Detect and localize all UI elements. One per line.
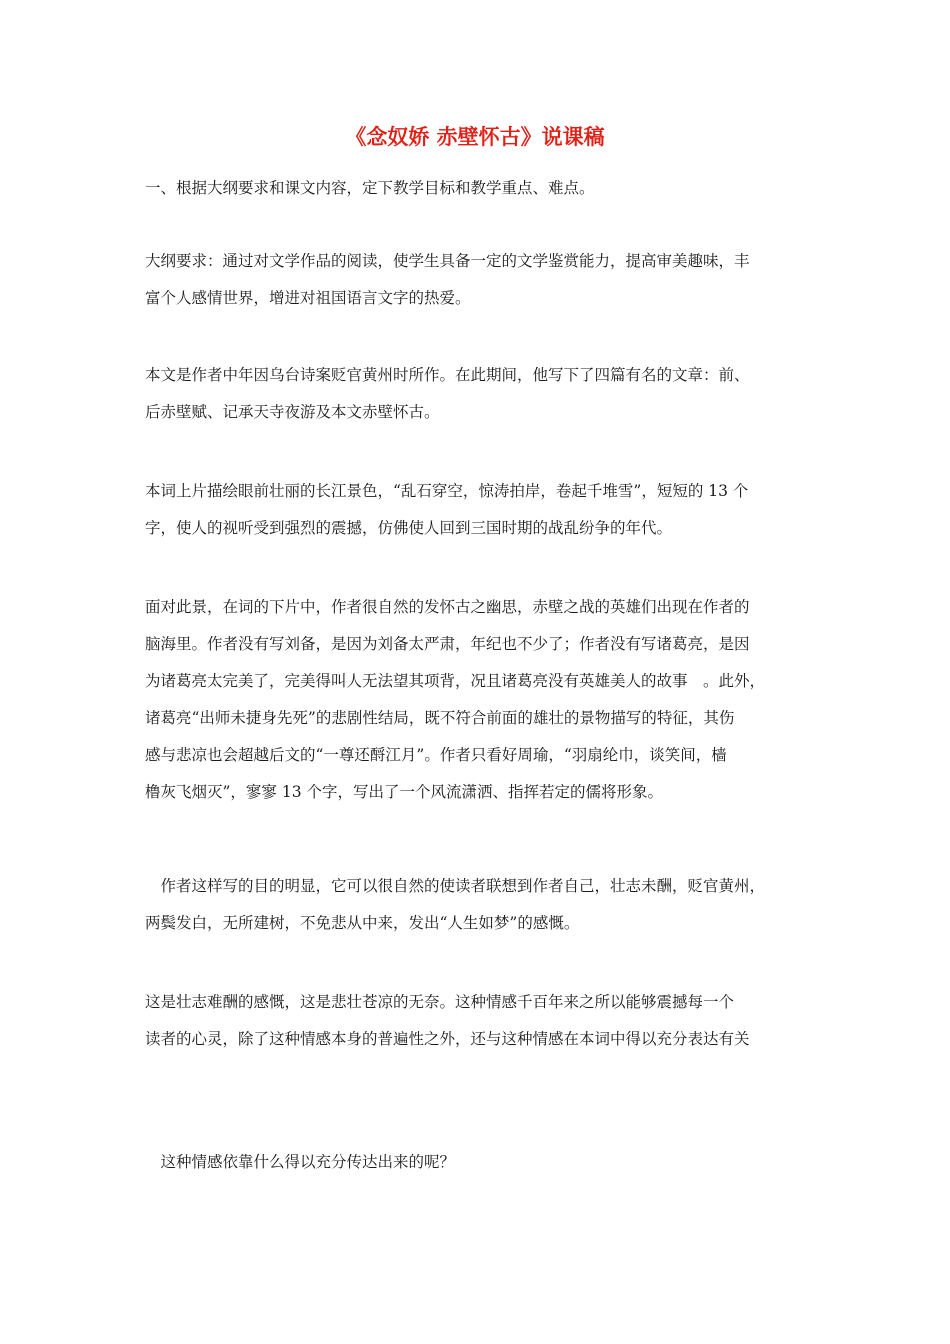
text-line: 本文是作者中年因乌台诗案贬官黄州时所作。在此期间，他写下了四篇有名的文章：前、 bbox=[145, 366, 750, 384]
scenery-paragraph bbox=[145, 473, 815, 547]
text-line: 脑海里。作者没有写刘备，是因为刘备太严肃，年纪也不少了；作者没有写诸葛亮，是因 bbox=[145, 635, 750, 653]
text-line: 橹灰飞烟灭”，寥寥 13 个字，写出了一个风流潇洒、指挥若定的儒将形象。 bbox=[145, 783, 664, 801]
text-line: 大纲要求：通过对文学作品的阅读，使学生具备一定的文学鉴赏能力，提高审美趣味，丰 bbox=[145, 252, 750, 270]
purpose-paragraph bbox=[145, 868, 815, 942]
section-heading bbox=[145, 170, 815, 207]
text-line: 两鬓发白，无所建树，不免悲从中来，发出“人生如梦”的感慨。 bbox=[145, 914, 580, 932]
facing-paragraph bbox=[145, 589, 815, 811]
text-line: 读者的心灵，除了这种情感本身的普遍性之外，还与这种情感在本词中得以充分表达有关 bbox=[145, 1030, 750, 1048]
text-line: 作者这样写的目的明显，它可以很自然的使读者联想到作者自己，壮志未酬，贬官黄州， bbox=[145, 877, 766, 895]
text-line: 这是壮志难酬的感慨，这是悲壮苍凉的无奈。这种情感千百年来之所以能够震撼每一个 bbox=[145, 993, 735, 1011]
background-paragraph bbox=[145, 357, 815, 431]
question-paragraph bbox=[145, 1144, 815, 1181]
text-line: 字，使人的视听受到强烈的震撼，仿佛使人回到三国时期的战乱纷争的年代。 bbox=[145, 519, 673, 537]
document-title: 《念奴娇 赤壁怀古》说课稿 bbox=[345, 124, 605, 149]
text-line: 富个人感情世界，增进对祖国语言文字的热爱。 bbox=[145, 289, 471, 307]
text-line: 这种情感依靠什么得以充分传达出来的呢？ bbox=[145, 1153, 456, 1171]
text-line: 感与悲凉也会超越后文的“一尊还酹江月”。作者只看好周瑜，“羽扇纶巾，谈笑间，樯 bbox=[145, 746, 727, 764]
text-line: 一、根据大纲要求和课文内容，定下教学目标和教学重点、难点。 bbox=[145, 179, 595, 197]
text-line: 诸葛亮“出师未捷身先死”的悲剧性结局，既不符合前面的雄壮的景物描写的特征，其伤 bbox=[145, 709, 735, 727]
text-line: 面对此景，在词的下片中，作者很自然的发怀古之幽思，赤壁之战的英雄们出现在作者的 bbox=[145, 598, 750, 616]
text-line: 后赤壁赋、记承天寺夜游及本文赤壁怀古。 bbox=[145, 403, 440, 421]
text-line: 为诸葛亮太完美了，完美得叫人无法望其项背，况且诸葛亮没有英雄美人的故事 。此外， bbox=[145, 672, 766, 690]
feeling-paragraph bbox=[145, 984, 815, 1058]
text-line: 本词上片描绘眼前壮丽的长江景色，“乱石穿空，惊涛拍岸，卷起千堆雪”，短短的 13 个 bbox=[145, 482, 749, 500]
syllabus-paragraph bbox=[145, 243, 815, 317]
